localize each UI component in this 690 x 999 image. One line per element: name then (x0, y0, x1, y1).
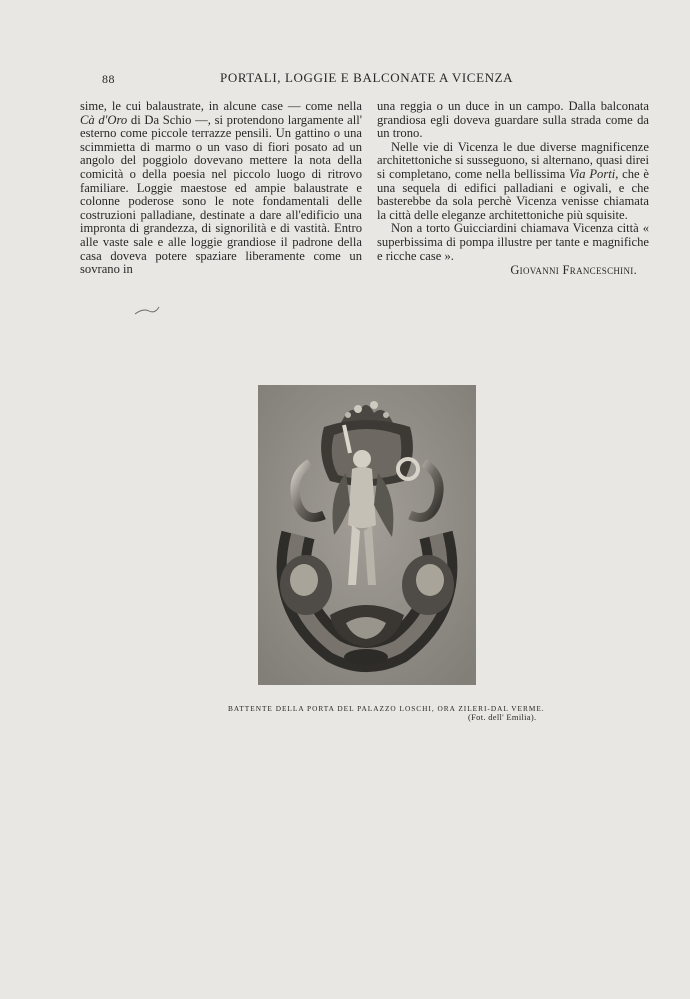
page-number: 88 (102, 72, 115, 86)
pencil-mark (133, 305, 161, 317)
left-text-b: di Da Schio —, si protendono largamente all' esterno come piccole terrazze pensili. Un gattino o una scimmietta di marmo o un vaso di fiori posato ad un angolo del poggiolo dovevano mettere la nota della comicità o della poesia nel piccolo luogo di ritrovo familiare. Loggie maestose ed ampie balaustrate e colonne poderose sono le note fondamentali delle costruzioni palladiane, destinate a dare all'edificio una impronta di grandezza, di signorilità e di vastità. Entro alle vaste sale e alle loggie grandiose il padrone della casa doveva potere spaziare liberamente come un sovrano in (80, 112, 362, 277)
door-knocker-illustration (258, 385, 476, 685)
door-knocker-photo (258, 385, 476, 685)
right-paragraph-1: una reggia o un duce in un campo. Dalla balconata grandiosa egli doveva guardare sulla strada come da un trono. (377, 99, 649, 141)
figure-caption: BATTENTE DELLA PORTA DEL PALAZZO LOSCHI, ORA ZILERI-DAL VERME. (228, 704, 545, 713)
left-column (80, 100, 362, 277)
right-paragraph-3: Non a torto Guicciardini chiamava Vicenza città « superbissima di pompa illustre per tante e magnifiche e ricche case ». (377, 221, 649, 263)
right-text-italic: Via Porti, (569, 166, 619, 181)
right-paragraph-2 (377, 141, 649, 223)
left-text-a: sime, le cui balaustrate, in alcune case — come nella (80, 99, 362, 113)
photo-credit: (Fot. dell' Emilia). (468, 712, 537, 722)
right-text-b: che è una sequela di edifici palladiani e ogivali, e che basterebbe da sola perchè Vicenza venisse chiamata la città delle eleganze architettoniche più squisite. (377, 166, 649, 222)
running-head: PORTALI, LOGGIE E BALCONATE A VICENZA (220, 70, 514, 85)
left-paragraph (80, 100, 362, 277)
author-signature: Giovanni Franceschini. (510, 263, 637, 278)
right-column (377, 100, 649, 278)
left-text-italic: Cà d'Oro (80, 112, 128, 127)
right-text-a: Nelle vie di Vicenza le due diverse magnificenze architettoniche si susseguono, si alternano, quasi direi si completano, come nella bellissima (377, 139, 649, 181)
